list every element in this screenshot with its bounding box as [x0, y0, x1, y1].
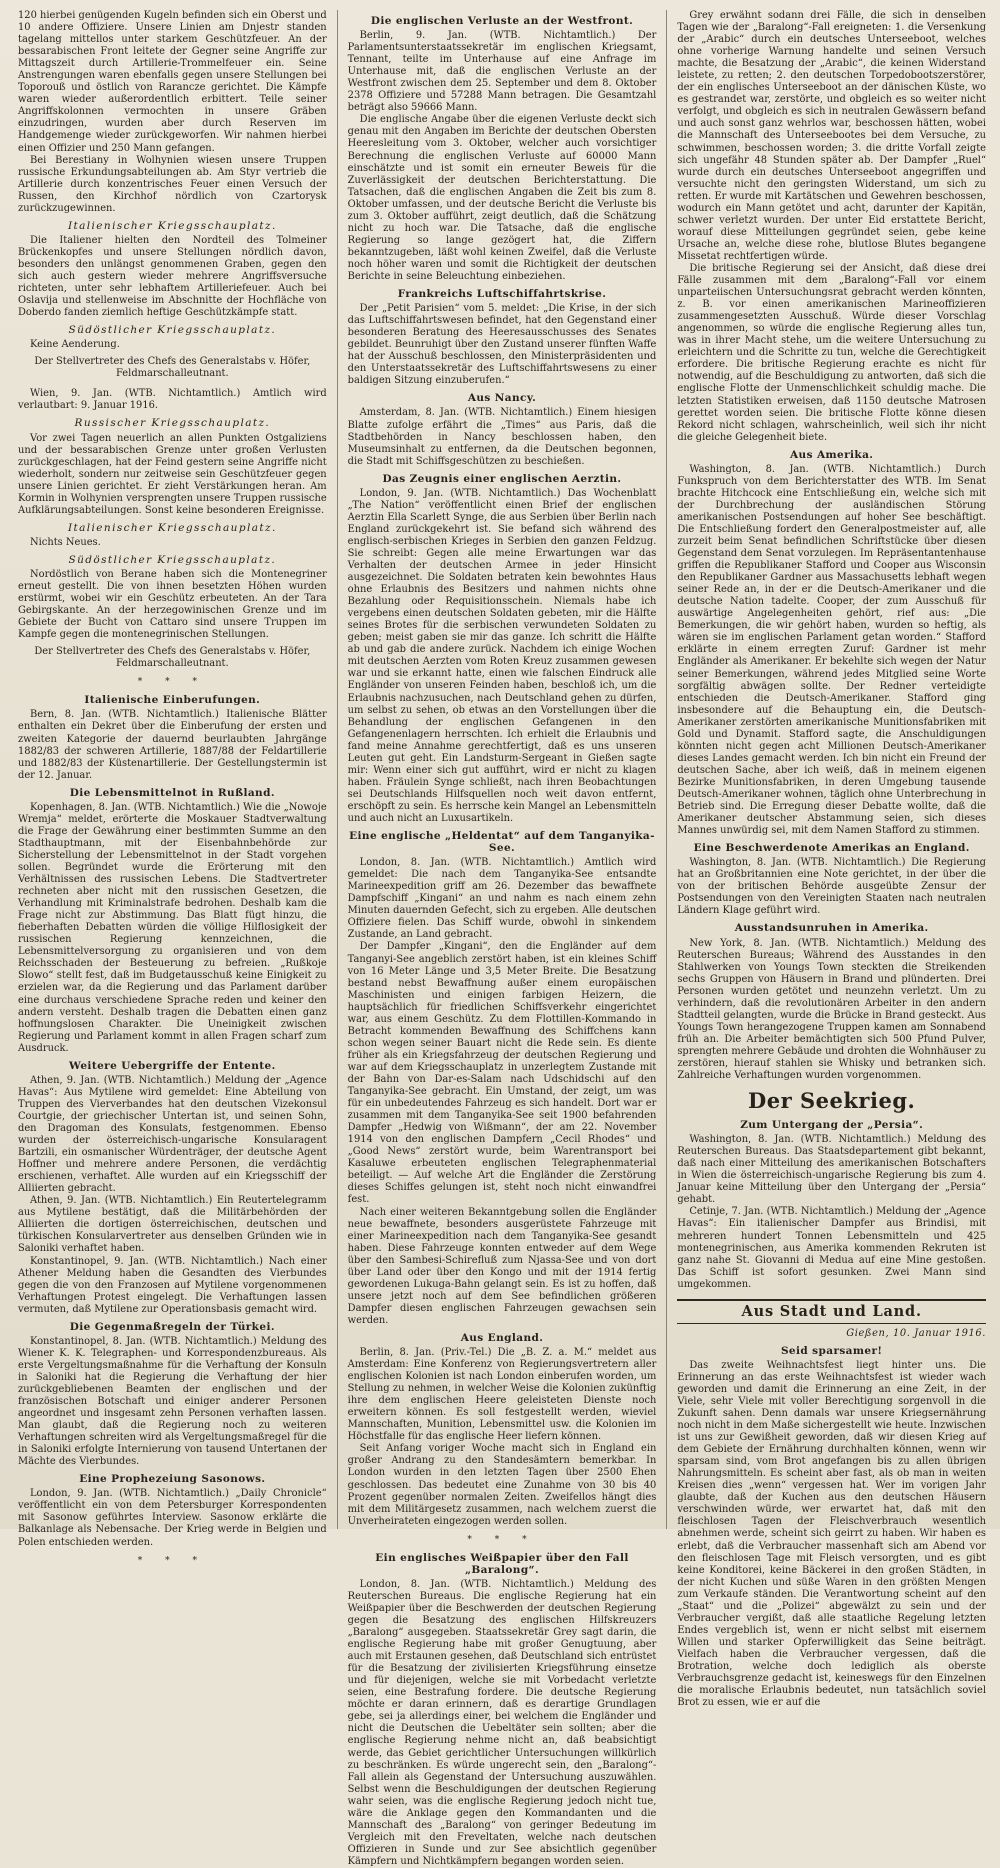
separator-stars: * * *	[137, 1555, 207, 1566]
article-text: London, 8. Jan. (WTB. Nichtamtlich.) Meldung des Reuterschen Bureaus. Die englische Regierung hat ein Weißpapier über die Beschwerden der deutschen Regierung gegen die Besatzung des englischen Hilfskreuzers „Baralong“ ausgegeben. Staatssekretär Grey sagt darin, die englische Regierung habe mit großer Genugtuung, aber auch mit Erstaunen gesehen, daß Deutschland sich entrüstet für die Besatzung der zivilisierten Kriegsführung einsetze und für diejenigen, welche sie mit Vorbedacht verletzte seien, eine Bestrafung fordere. Die deutsche Regierung möchte er daran erinnern, daß es derartige Grundlagen gebe, sei ja allerdings einer, bei welchem die Engländer und nicht die Deutschen die Uebeltäter sein sollten; aber die englische Regierung nehme nicht an, daß beabsichtigt werde, das Gebiet gerichtlicher Untersuchungen willkürlich zu beschränken. Es würde ungerecht sein, den „Baralong“-Fall allein als Gegenstand der Untersuchung auszuwählen. Selbst wenn die Beschuldigungen der deutschen Regierung wahr seien, was die englische Regierung jedoch nicht tue, wäre die Anklage gegen den Kommandanten und die Mannschaft des „Baralong“ von geringer Bedeutung im Vergleich mit den Freveltaten, welche nach deutschen Offizieren in Sunde und zur See absichtlich gegenüber Kämpfern und Nichtkämpfern begangen worden seien.	[347, 1578, 657, 1867]
article-headline: Aus Nancy.	[467, 392, 537, 405]
article-headline: Eine Prophezeiung Sasonows.	[79, 1473, 266, 1486]
article-text: Nach einer weiteren Bekanntgebung sollen die Engländer neue bewaffnete, besonders ausgerüstete Fahrzeuge mit einer Marineexpedition nach dem Tanganyika-See gesandt haben. Diese Fahrzeuge konnten entweder auf dem Wege über den Sambesi-Schirefluß zum Njassa-See und von dort über Land oder über den Kongo und mit der 1914 fertig gewordenen Lukuga-Bahn gelangt sein. Es ist zu hoffen, daß unsere jetzt noch auf dem See befindlichen größeren Dampfer diesen englischen Fahrzeugen gewachsen sein werden.	[347, 1206, 657, 1326]
dateline: Gießen, 10. Januar 1916.	[846, 1327, 987, 1339]
article-text: Wien, 9. Jan. (WTB. Nichtamtlich.) Amtlich wird verlautbart: 9. Januar 1916.	[18, 388, 327, 412]
article-text: 120 hierbei genügenden Kugeln befinden sich ein Oberst und 10 andere Offiziere. Unsere Linien am Dnjestr standen tagelang mittellos unter starkem Geschützfeuer. An der bessarabischen Front leitete der Gegner seine Angriffe zur Mittagszeit durch Artillerie-Trommelfeuer ein. Seine Anstrengungen waren ebenfalls gegen unsere Stellungen bei Toporouß und östlich von Rarancze gerichtet. Die Kämpfe waren wieder außerordentlich erbittert. Teile seiner Angriffskolonnen vermochten in unsere Gräben einzudringen, wurden aber durch Reserven im Handgemenge wieder zurückgeworfen. Wir nahmen hierbei einen Offizier und 250 Mann gefangen.	[18, 10, 327, 154]
article-text: Athen, 9. Jan. (WTB. Nichtamtlich.) Ein Reutertelegramm aus Mytilene bestätigt, daß die Militärbehörden der Alliierten die dortigen österreichischen, deutschen und türkischen Konsularvertreter aus denselben Gründen wie in Saloniki verhaftet haben.	[18, 1195, 327, 1255]
article-text: London, 9. Jan. (WTB. Nichtamtlich.) Das Wochenblatt „The Nation“ veröffentlicht einen Brief der englischen Aerztin Ella Scarlett Synge, die aus Serbien über Berlin nach England zurückgekehrt ist. Sie befand sich während des englisch-serbischen Krieges in Serbien den ganzen Feldzug. Sie schreibt: Gegen alle meine Erwartungen war das Verhalten der deutschen Armee in jeder Hinsicht ausgezeichnet. Die Soldaten betraten kein bewohntes Haus ohne Erlaubnis des Besitzers und nahmen nichts ohne Bezahlung oder Requisitionsschein. Niemals habe ich vergebens einen deutschen Soldaten gebeten, mir die Hälfte seines Brotes für die serbischen verwundeten Soldaten zu geben; meist gaben sie mir das ganze. Ich schritt die Hälfte ab und gab die andere zurück. Nachdem ich einige Wochen mit deutschen Aerzten vom Roten Kreuz zusammen gewesen war und sie erkannt hatte, einen wie falschen Eindruck alle Engländer von unseren Feinden haben, beschloß ich, um die Erlaubnis nachzusuchen, nach Deutschland gehen zu dürfen, um selbst zu sehen, ob etwas an den Vorstellungen über die Behandlung der englischen Gefangenen in den Gefangenenlagern herrschten. Ich erhielt die Erlaubnis und fand meine Annahme gerechtfertigt, daß es uns unseren Leuten gut geht. Ein Landsturm-Sergeant in Gießen sagte mir: Wenn einer sich gut aufführt, wird er nicht zu klagen haben. Fräulein Synge schließt, nach ihren Beobachtungen sei Deutschlands Hilfsquellen noch weit davon entfernt, erschöpft zu sein. Es herrsche kein Mangel an Lebensmitteln und auch nicht an Luxusartikeln.	[347, 487, 657, 824]
article-text: Konstantinopel, 9. Jan. (WTB. Nichtamtlich.) Nach einer Athener Meldung haben die Gesandten des Vierbundes gegen die von den Franzosen auf Mytilene vorgenommenen Verhaftungen Protest eingelegt. Die Verhaftungen lassen vermuten, daß Mytilene zur Operationsbasis gemacht wird.	[18, 1255, 327, 1315]
column-rule	[666, 10, 667, 1529]
article-headline: Ein englisches Weißpapier über den Fall „Baralong“.	[375, 1551, 629, 1576]
article-text: London, 9. Jan. (WTB. Nichtamtlich.) „Daily Chronicle“ veröffentlicht ein von dem Petersburger Korrespondenten mit Sasonow geführtes Interview. Sasonow erklärte die Balkanlage als Nebensache. Der Krieg werde in Belgien und Polen entschieden werden.	[18, 1488, 327, 1548]
article-text: Keine Aenderung.	[30, 339, 120, 351]
section-heading: Südöstlicher Kriegsschauplatz.	[68, 324, 277, 337]
article-text: Der „Petit Parisien“ vom 5. meldet: „Die Krise, in der sich das Luftschiffahrtswesen befindet, hat den Gegenstand einer besonderen Beratung des Heeresausschusses des Senates gebildet. Beunruhigt über den Zustand unserer fünften Waffe hat der Ausschuß beschlossen, den Ministerpräsidenten und den Unterstaatssekretär des Luftschiffahrtswesens zu einer baldigen Sitzung einzuberufen.“	[347, 303, 657, 387]
article-headline: Aus England.	[460, 1331, 544, 1344]
column-3	[677, 10, 987, 1709]
section-heading: Italienischer Kriegsschauplatz.	[67, 219, 277, 232]
article-headline: Die Lebensmittelnot in Rußland.	[69, 786, 275, 799]
article-text: Bern, 8. Jan. (WTB. Nichtamtlich.) Italienische Blätter enthalten ein Dekret über die Einberufung der ersten und zweiten Kategorie der dauernd beurlaubten Jahrgänge 1882/83 der schweren Artillerie, 1887/88 der Feldartillerie und 1882/83 der Küstenartillerie. Der Gestellungstermin ist der 12. Januar.	[18, 709, 327, 781]
article-text: Berlin, 9. Jan. (WTB. Nichtamtlich.) Der Parlamentsunterstaatssekretär im englischen Kriegsamt, Tennant, teilte im Unterhause auf eine Anfrage im Unterhause mit, daß die englischen Verluste an der Westfront zwischen dem 25. September und dem 8. Oktober 2378 Offiziere und 57288 Mann betragen. Die Gesamtzahl beträgt also 59666 Mann.	[347, 30, 657, 114]
article-text: Die Italiener hielten den Nordteil des Tolmeiner Brückenkopfes und unsere Stellungen nördlich davon, besonders den unlängst genommenen Graben, gegen den sich auch gestern wieder mehrere Angriffsversuche richteten, unter sehr lebhaftem Artilleriefeuer. Auch bei Oslavija und stellenweise im Abschnitte der Hochfläche von Doberdo fanden ziemlich heftige Geschützkämpfe statt.	[18, 234, 327, 319]
article-text: Vor zwei Tagen neuerlich an allen Punkten Ostgaliziens und der bessarabischen Grenze unter großen Verlusten zurückgeschlagen, hat der Feind gestern seine Angriffe nicht wiederholt, sondern nur zeitweise sein Geschützfeuer gegen unsere Linien gerichtet. Er zieht Verstärkungen heran. Am Kormin in Wolhynien versprengten unsere Truppen russische Aufklärungsabteilungen. Sonst keine besonderen Ereignisse.	[18, 432, 327, 516]
article-headline: Italienische Einberufungen.	[84, 694, 261, 707]
article-text: Der Dampfer „Kingani“, den die Engländer auf dem Tanganyi-See angeblich zerstört haben, ist ein kleines Schiff von 16 Meter Länge und 3,5 Meter Breite. Die Besatzung bestand nebst Bewaffnung außer einem europäischen Maschinisten und einigen farbigen Heizern, die hauptsächlich für friedlichen Schiffsverkehr eingerichtet war, aus einem Geschütz. Zu dem Flottillen-Kommando in Betracht kommenden Bewaffnung des Schiffchens kann schon wegen seiner Bauart nicht die Rede sein. Es diente früher als ein Kriegsfahrzeug der deutschen Regierung und war auf dem Kriegsschauplatz in unzerlegtem Zustande mit der Bahn von Dar-es-Salam nach Udschidschi auf den Tanganyika-See gebracht. Ein Umstand, der zeigt, um was für ein unbedeutendes Fahrzeug es sich handelt. Dort war er zusammen mit dem Tanganyika-See seit 1900 befahrenden Dampfer „Hedwig von Wißmann“, der am 22. November 1914 von den englischen Dampfern „Cecil Rhodes“ und „Good News“ zerstört wurde, beim Warentransport bei Kasaluwe erbeuteten englischen Telegraphenmaterial beteiligt. — Auf welche Art die Engländer die Zerstörung dieses Schiffes gelungen ist, steht noch nicht einwandfrei fest.	[347, 941, 657, 1206]
article-text: Nichts Neues.	[30, 536, 101, 548]
article-text: Athen, 9. Jan. (WTB. Nichtamtlich.) Meldung der „Agence Havas“: Aus Mytilene wird gemeldet: Eine Abteilung von Truppen des Vierverbandes hat den deutschen Vizekonsul Courtgie, der griechischer Untertan ist, und seinen Sohn, den Dragoman des Konsulats, festgenommen. Ebenso wurden der österreichisch-ungarische Konsularagent Bartzili, ein osmanischer Würdenträger, der deutsche Agent Hoffner und mehrere andere Personen, die verdächtig erschienen, verhaftet. Alle wurden auf ein Kriegsschiff der Alliierten gebracht.	[18, 1074, 327, 1195]
section-heading: Südöstlicher Kriegsschauplatz.	[68, 553, 277, 566]
signature: Der Stellvertreter des Chefs des Generalstabs v. Höfer, Feldmarschalleutnant.	[34, 646, 311, 670]
separator-stars: * * *	[467, 1534, 537, 1545]
article-text: Washington, 8. Jan. (WTB. Nichtamtlich.) Durch Funkspruch von dem Berichterstatter des WTB. Im Senat brachte Hitchcock eine Entschließung ein, welche sich mit der Durchbrechung der ausländischen Störung amerikanischen Postsendungen auf hoher See beschäftigt. Die Entschließung fordert den Generalpostmeister auf, alle zurzeit beim Senat befindlichen Schriftstücke über diesen Gegenstand dem Senat vorzulegen. Im Repräsentantenhause griffen die Republikaner Stafford und Cooper aus Wisconsin den Republikaner Gardner aus Massachusetts lebhaft wegen seiner Rede an, in der er die Deutsch-Amerikaner und die deutsche Nation tadelte. Cooper, der zum Ausschuß für auswärtige Angelegenheiten gehört, rief aus: „Die Bemerkungen, die wir gehört haben, wurden so heftig, als wären sie im englischen Parlament getan worden.“ Stafford erklärte in einem erregten Zuruf: Gardner ist mehr Engländer als Amerikaner. Er bekehlte sich wegen der Natur seiner Bemerkungen, während jedes Mitglied seine Worte sorgfältig abwägen sollte. Der Redner verteidigte entschieden die Deutsch-Amerikaner. Stafford ging insbesondere auf die Behauptung ein, die Deutsch-Amerikaner zerstörten amerikanische Munitionsfabriken mit Gold und Dynamit. Stafford sagte, die Anschuldigungen könnten nicht gegen acht Millionen Deutsch-Amerikaner dieses Landes gemacht werden. Ich bin nicht ein Freund der deutschen Sache, aber ich weiß, daß in meinem eigenen Bezirke Munitionsfabriken, in deren Umgebung tausende Deutsch-Amerikaner wohnen, täglich ohne Unterbrechung in Betrieb sind. Die Erregung dieser Debatte wollte, daß die Amerikaner deutscher Abstammung seien, sich dieses Mannes unwürdig sei, mit dem Namen Stafford zu stimmen.	[677, 463, 987, 837]
article-headline: Die Gegenmaßregeln der Türkei.	[69, 1320, 275, 1333]
article-text: New York, 8. Jan. (WTB. Nichtamtlich.) Meldung des Reuterschen Bureaus; Während des Ausstandes in den Stahlwerken von Youngs Town steckten die Streikenden sechs Gruppen von Häusern in Brand und plünderten. Drei Personen wurden getötet und neunzehn verletzt. Um zu verhindern, daß die revolutionären Arbeiter in den andern Stadtteil gelangten, wurde die Brücke in Brand gesteckt. Aus Youngs Town herangezogene Truppen kamen am Sonnabend früh an. Die Arbeiter bemächtigten sich 500 Pfund Pulver, sprengten mehrere Gebäude und drohten die Wohnhäuser zu zerstören, hierauf stahlen sie Whisky und betranken sich. Zahlreiche Verhaftungen wurden vorgenommen.	[677, 937, 987, 1082]
article-text: Cetinje, 7. Jan. (WTB. Nichtamtlich.) Meldung der „Agence Havas“: Ein italienischer Dampfer aus Brindisi, mit mehreren hundert Tonnen Lebensmitteln und 425 montenegrinischen, aus Amerika kommenden Rekruten ist ganz nahe St. Giovanni di Medua auf eine Mine gestoßen. Das Schiff ist sofort gesunken. Zwei Mann sind umgekommen.	[677, 1206, 987, 1290]
article-headline: Zum Untergang der „Persia“.	[740, 1119, 924, 1132]
separator-stars: * * *	[137, 677, 207, 688]
article-headline: Ausstandsunruhen in Amerika.	[734, 922, 929, 935]
article-text: Bei Berestiany in Wolhynien wiesen unsere Truppen russische Erkundungsabteilungen ab. Am Styr vertrieb die Artillerie durch konzentrisches Feuer einen Versuch der Russen, den Kirchhof nördlich von Czartorysk zurückzugewinnen.	[18, 154, 327, 214]
article-headline: Frankreichs Luftschiffahrtskrise.	[397, 288, 607, 301]
article-headline: Seid sparsamer!	[780, 1344, 883, 1357]
article-text: Berlin, 8. Jan. (Priv.-Tel.) Die „B. Z. a. M.“ meldet aus Amsterdam: Eine Konferenz von Regierungsvertretern aller englischen Kolonien ist nach London einberufen worden, um Stellung zu nehmen, in welcher Weise die Kolonien zukünftig ihre dem englischen Heere geleisteten Dienste noch erweitern können. Es soll festgestellt werden, wieviel Mannschaften, Munition, Lebensmittel usw. die Kolonien im Höchstfalle für das englische Heer liefern können.	[347, 1347, 657, 1443]
article-text: Konstantinopel, 8. Jan. (WTB. Nichtamtlich.) Meldung des Wiener K. K. Telegraphen- und Korrespondenzbureaus. Als erste Vergeltungsmaßnahme für die Verhaftung der Konsuln in Saloniki hat die Regierung die Verhaftung der hier zurückgebliebenen Beamten der englischen und der französischen Botschaft und einiger anderer Personen angeordnet und insgesamt zehn Personen verhaften lassen. Man glaubt, daß die Regierung noch zu weiteren Verhaftungen schreiten wird als Vergeltungsmaßregel für die in Saloniki erfolgte Internierung von tausend Untertanen der Mächte des Vierbundes.	[18, 1335, 327, 1468]
section-heading: Italienischer Kriegsschauplatz.	[67, 521, 277, 534]
section-title-stadt-und-land: Aus Stadt und Land.	[677, 1299, 986, 1324]
section-heading: Russischer Kriegsschauplatz.	[74, 417, 271, 430]
column-1	[18, 10, 327, 1566]
article-headline: Eine Beschwerdenote Amerikas an England.	[693, 842, 970, 855]
article-text: Kopenhagen, 8. Jan. (WTB. Nichtamtlich.) Wie die „Nowoje Wremja“ meldet, erörterte die Moskauer Stadtverwaltung die Frage der Gewährung einer bestimmten Summe an den Stadthauptmann, mit der Eisenbahnbehörde zur Sicherstellung der Lebensmittelnot in der Stadt vorgehen sollen. Begründet wurde die Erörterung mit den Verhältnissen des russischen Lebens. Die Stadtvertreter rechneten aber nicht mit den russischen Gesetzen, die Verhandlung mit Kriminalstrafe bedrohen. Deshalb kam die Frage nicht zur Abstimmung. Das Blatt fügt hinzu, die fieberhaften Debatten würden die völlige Hilflosigkeit der russischen Regierung kennzeichnen, die Lebensmittelversorgung zu organisieren und von dem Reichsschaden der Besteuerung zu befreien. „Rußkoje Slowo“ stellt fest, daß im Budgetausschuß keine Einigkeit zu erzielen war, da die Regierung und das Parlament darüber eine durchaus verschiedene Sprache reden und keiner den andern versteht. Deshalb tragen die Debatten einen ganz hoffnungslosen Charakter. Die Uneinigkeit zwischen Regierung und Parlament kommt in allen Fragen scharf zum Ausdruck.	[18, 801, 327, 1054]
article-text: London, 8. Jan. (WTB. Nichtamtlich.) Amtlich wird gemeldet: Die nach dem Tanganyika-See entsandte Marineexpedition griff am 26. Dezember das bewaffnete Dampfschiff „Kingani“ an und nahm es nach einem zehn Minuten dauernden Gefecht, sich zu ergeben. Alle deutschen Offiziere fielen. Das Schiff wurde, obwohl in sinkendem Zustande, an Land gebracht.	[347, 857, 657, 941]
article-text: Die englische Angabe über die eigenen Verluste deckt sich genau mit den Angaben im Berichte der deutschen Obersten Heeresleitung vom 3. Oktober, welcher auch vorsichtiger Berechnung die englischen Verluste auf 60000 Mann einschätzte und ist somit ein erneuter Beweis für die Zuverlässigkeit der deutschen Berichterstattung. Die Tatsachen, daß die englischen Angaben die Zeit bis zum 8. Oktober umfassen, und der deutsche Bericht die Verluste bis zum 3. Oktober aufführt, zeigt deutlich, daß die Schätzung nicht zu hoch war. Die Tatsache, daß die englische Regierung so lange gezögert hat, die Ziffern bekanntzugeben, läßt wohl keinen Zweifel, daß die Verluste noch höher waren und somit die Richtigkeit der deutschen Berichte in seine Beleuchtung einbeziehen.	[347, 114, 657, 282]
column-2	[347, 10, 657, 1867]
article-headline: Das Zeugnis einer englischen Aerztin.	[382, 472, 622, 485]
article-headline: Aus Amerika.	[790, 448, 874, 461]
section-title-seekrieg: Der Seekrieg.	[748, 1088, 916, 1114]
article-text: Seit Anfang voriger Woche macht sich in England ein großer Andrang zu den Standesämtern bemerkbar. In London wurden in den letzten Tagen über 2500 Ehen geschlossen. Das bedeutet eine Zunahme von 30 bis 40 Prozent gegenüber normalen Zeiten. Zweifellos hängt dies mit dem Militärgesetz zusammen, nach welchem zuerst die Unverheirateten eingezogen werden sollen.	[347, 1443, 657, 1527]
article-headline: Weitere Uebergriffe der Entente.	[69, 1059, 276, 1072]
article-text: Das zweite Weihnachtsfest liegt hinter uns. Die Erinnerung an das erste Weihnachtsfest ist wieder wach geworden und damit die Erinnerung an eine Zeit, in der Viele, sehr Viele mit voller Berechtigung sorgenvoll in die Zukunft sahen. Denn damals war unsere Kriegsernährung noch nicht in dem Maße sichergestellt wie heute. Inzwischen ist uns zur Gewißheit geworden, daß wir diesen Krieg auf dem Gebiete der Ernährung durchhalten können, wenn wir sparsam sind, vom Brot angefangen bis zu allen übrigen Nahrungsmitteln. Es scheint aber fast, als ob man in weiten Kreisen dies „wenn“ vergessen hat. Wer im vorigen Jahr glaubte, daß der Kuchen aus den deutschen Häusern verschwinden würde, wer erwartet hat, daß mit den fleischlosen Tagen der Fleischverbrauch wesentlich abnehmen werde, scheint sich geirrt zu haben. Wir haben es erlebt, daß die Verbraucher massenhaft sich am Abend vor den fleischlosen Tage mit Fleisch versorgten, und es gibt keine Konditorei, keine Bäckerei in den großen Städten, in der nicht Kuchen und süße Waren in den größten Mengen zum Verkaufe ständen. Die Verantwortung scheint auf den „Staat“ und die „Polizei“ abgewälzt zu sein und der Verbraucher vergißt, daß alle staatliche Regelung letzten Endes vergeblich ist, wenn er nicht selbst mit eisernem Willen und starker Opferwilligkeit das Seine beiträgt. Vielfach haben die Verbraucher vergessen, daß die Brotration, welche doch lediglich als oberste Verbrauchsgrenze gedacht ist, keineswegs für den Einzelnen die moralische Erlaubnis bedeutet, nun tatsächlich soviel Brot zu essen, wie er auf die	[677, 1359, 987, 1709]
article-text: Die britische Regierung sei der Ansicht, daß diese drei Fälle zusammen mit dem „Baralong“-Fall vor einem unparteiischen Untersuchungsrat gebracht werden könnten, z. B. vor einen amerikanischen Marineoffizieren zusammengesetzten Ausschuß. Würde dieser Vorschlag angenommen, so würde die englische Regierung alles tun, was in ihrer Macht stehe, um die weitere Untersuchung zu erleichtern und die Schritte zu tun, welche die Gerechtigkeit erfordere. Die britische Regierung erachte es nicht für notwendig, auf die Beschuldigung zu antworten, daß sich die englische Flotte der Unmenschlichkeit schuldig mache. Die letzten Statistiken erweisen, daß 1150 deutsche Matrosen gerettet worden seien. Die britische Flotte könne diesen Rekord nicht schlagen, wahrscheinlich, weil sich ihr nicht die gleiche Gelegenheit biete.	[677, 262, 987, 443]
article-text: Nordöstlich von Berane haben sich die Montenegriner erneut gestellt. Die von ihnen besetzten Höhen wurden erstürmt, wobei wir ein Geschütz erbeuteten. An der Tara Gebirgskante. An der herzegowinischen Grenze und im Gebiete der Bucht von Cattaro sind unsere Truppen im Kampfe gegen die montenegrinischen Stellungen.	[18, 568, 327, 641]
article-text: Washington, 8. Jan. (WTB. Nichtamtlich.) Die Regierung hat an Großbritannien eine Note gerichtet, in der über die von der britischen Behörde ausgeübte Zensur der Postsendungen von den Vereinigten Staaten nach neutralen Ländern Klage geführt wird.	[677, 857, 987, 917]
article-headline: Eine englische „Heldentat“ auf dem Tanganyika-See.	[349, 830, 655, 855]
signature: Der Stellvertreter des Chefs des Generalstabs v. Höfer, Feldmarschalleutnant.	[34, 356, 311, 380]
article-headline: Die englischen Verluste an der Westfront.	[370, 15, 634, 27]
column-rule	[337, 10, 338, 1529]
article-text: Washington, 8. Jan. (WTB. Nichtamtlich.) Meldung des Reuterschen Bureaus. Das Staatsdepartement gibt bekannt, daß nach einer Mitteilung des amerikanischen Botschafters in Wien die österreichisch-ungarische Regierung bis zum 4. Januar keine Mitteilung über den Untergang der „Persia“ gehabt.	[677, 1134, 987, 1206]
article-text: Amsterdam, 8. Jan. (WTB. Nichtamtlich.) Einem hiesigen Blatte zufolge erfährt die „Times“ aus Paris, daß die Stadtbehörden in Nancy beschlossen haben, den Museumsinhalt zu entfernen, da die Deutschen begonnen, die Stadt mit Schiffsgeschützen zu beschießen.	[347, 407, 657, 467]
article-text: Grey erwähnt sodann drei Fälle, die sich in denselben Tagen wie der „Baralong“-Fall ereigneten: 1. die Versenkung der „Arabic“ durch ein deutsches Unterseeboot, welches ohne vorherige Warnung handelte und seinen Versuch machte, die Besatzung der „Arabic“, die keinen Widerstand leistete, zu retten; 2. den deutschen Torpedobootszerstörer, der ein englisches Unterseeboot an der dänischen Küste, wo es gestrandet war, zerstörte, und obgleich es so weiter nicht verfolgt, und obgleich es sich in neutralen Gewässern befand und auch sonst ganz wehrlos war, beschossen hätten, wobei die Mannschaft des Unterseebootes bei dem Versuche, zu schwimmen, beschossen worden; 3. die dritte Vorfall zeigte sich ungefähr 48 Stunden später ab. Der Dampfer „Ruel“ wurde durch ein deutsches Unterseeboot angegriffen und versuchte nicht den geringsten Widerstand, um sich zu retten. Er wurde mit Kartätschen und Gewehren beschossen, wodurch ein Mann getötet und acht, darunter der Kapitän, schwer verletzt wurden. Der unter Eid erstattete Bericht, worauf diese Mitteilungen gegründet seien, gebe keine Ursache an, welche diese rohe, blutlose Blutes begangene Missetat rechtfertigen würde.	[677, 10, 987, 262]
